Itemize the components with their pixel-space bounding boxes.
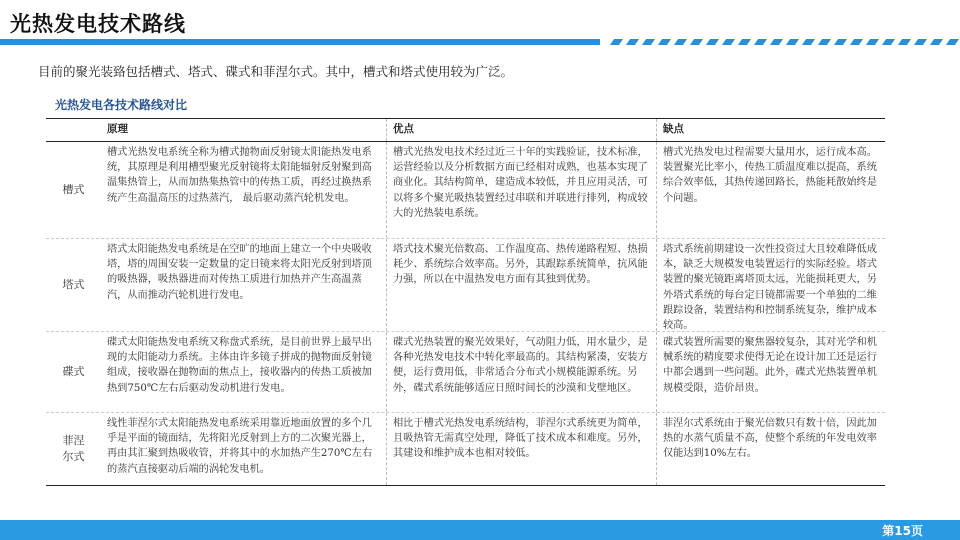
principle-cell: 线性菲涅尔式太阳能热发电系统采用靠近地面放置的多个几乎是平面的镜面结，先将阳光反射到上方的二次聚光器上，再由其汇聚到热吸收管，并将其中的水加热产生270℃左右的蒸汽直接驱动后端的涡轮发电机。	[101, 413, 387, 485]
row-name: 塔式	[62, 278, 85, 291]
table-header-row	[46, 119, 885, 142]
principle-cell: 槽式光热发电系统全称为槽式抛物面反射镜太阳能热发电系统，其原理是利用槽型聚光反射镜将太阳能辐射反射聚到高温集热管上，从而加热集热管中的传热工质，再经过换热系统产生高温高压的过热蒸汽， 最后驱动蒸汽轮机发电。	[101, 142, 387, 238]
advantages-cell: 塔式技术聚光倍数高、工作温度高、热传递路程短、热损耗少、系统综合效率高。另外，其跟踪系统简单，抗风能力强，所以在中温热发电方面有其独到优势。	[387, 239, 657, 331]
row-name: 碟式	[62, 365, 85, 378]
table-row	[46, 142, 885, 238]
header-disadvantages: 缺点	[663, 123, 684, 136]
principle-cell: 碟式太阳能热发电系统又称盘式系统，是目前世界上最早出现的太阳能动力系统。主体由许多镜子拼成的抛物面反射镜组成，接收器在抛物面的焦点上，接收器内的传热工质被加热到750℃左右后驱动发动机进行发电。	[101, 332, 387, 412]
advantages-cell: 槽式光热发电技术经过近三十年的实践验证，技术标准，运营经验以及分析数据方面已经相对成熟，也基本实现了商业化。其结构简单，建造成本较低，并且应用灵活，可以将多个聚光吸热装置经过串联和并联进行排列，构成较大的光热装电系统。	[387, 142, 657, 238]
disadvantages-cell: 塔式系统前期建设一次性投资过大且较难降低成本，缺乏大规模发电装置运行的实际经验。塔式装置的聚光镜距离塔顶太远，光能损耗更大，另外塔式系统的每台定日镜都需要一个单独的二维跟踪设备，装置结构和控制系统复杂，维护成本较高。	[663, 244, 877, 331]
advantages-cell: 相比于槽式光热发电系统结构，菲涅尔式系统更为简单，且吸热管无需真空处理，降低了技术成本和难度。另外，其建设和维护成本也相对较低。	[387, 413, 657, 485]
table-title: 光热发电各技术路线对比	[55, 98, 188, 112]
table-row	[46, 238, 885, 331]
disadvantages-cell: 碟式装置所需要的聚焦器较复杂，其对光学和机械系统的精度要求使得无论在设计加工还是运行中都会遇到一些问题。此外，碟式光热装置单机规模受限，造价昂贵。	[663, 337, 877, 394]
principle-cell: 塔式太阳能热发电系统是在空旷的地面上建立一个中央吸收塔，塔的周围安装一定数量的定日镜来将太阳光反射到塔顶的吸热器，吸热器进而对传热工质进行加热并产生高温蒸汽，从而推动汽轮机进行发电。	[101, 239, 387, 331]
title-underline-stripe	[0, 39, 960, 45]
header-name	[46, 119, 101, 141]
comparison-table	[46, 118, 885, 486]
page-number: 第15页	[882, 524, 923, 538]
row-name: 菲涅尔式	[62, 434, 85, 463]
table-row	[46, 331, 885, 412]
header-principle: 原理	[101, 119, 387, 141]
footer-bar	[0, 520, 960, 540]
intro-text: 目前的聚光装臵包括槽式、塔式、碟式和菲涅尔式。其中，槽式和塔式使用较为广泛。	[38, 64, 514, 79]
advantages-cell: 碟式光热装置的聚光效果好，气动阻力低，用水量少，是各种光热发电技术中转化率最高的。其结构紧凑，安装方便，运行费用低，非常适合分布式小规模能源系统。另外，碟式系统能够适应日照时间长的沙漠和戈壁地区。	[387, 332, 657, 412]
row-name: 槽式	[62, 183, 85, 196]
table-row	[46, 412, 885, 485]
slide-title: 光热发电技术路线	[10, 12, 186, 36]
header-advantages: 优点	[387, 119, 657, 141]
disadvantages-cell: 菲涅尔式系统由于聚光倍数只有数十倍，因此加热的水蒸气质量不高，使整个系统的年发电效率仅能达到10%左右。	[663, 418, 877, 460]
disadvantages-cell: 槽式光热发电过程需要大量用水，运行成本高。装置聚光比率小，传热工质温度难以提高，系统综合效率低，其热传递回路长，热能耗散始终是个问题。	[663, 147, 877, 204]
